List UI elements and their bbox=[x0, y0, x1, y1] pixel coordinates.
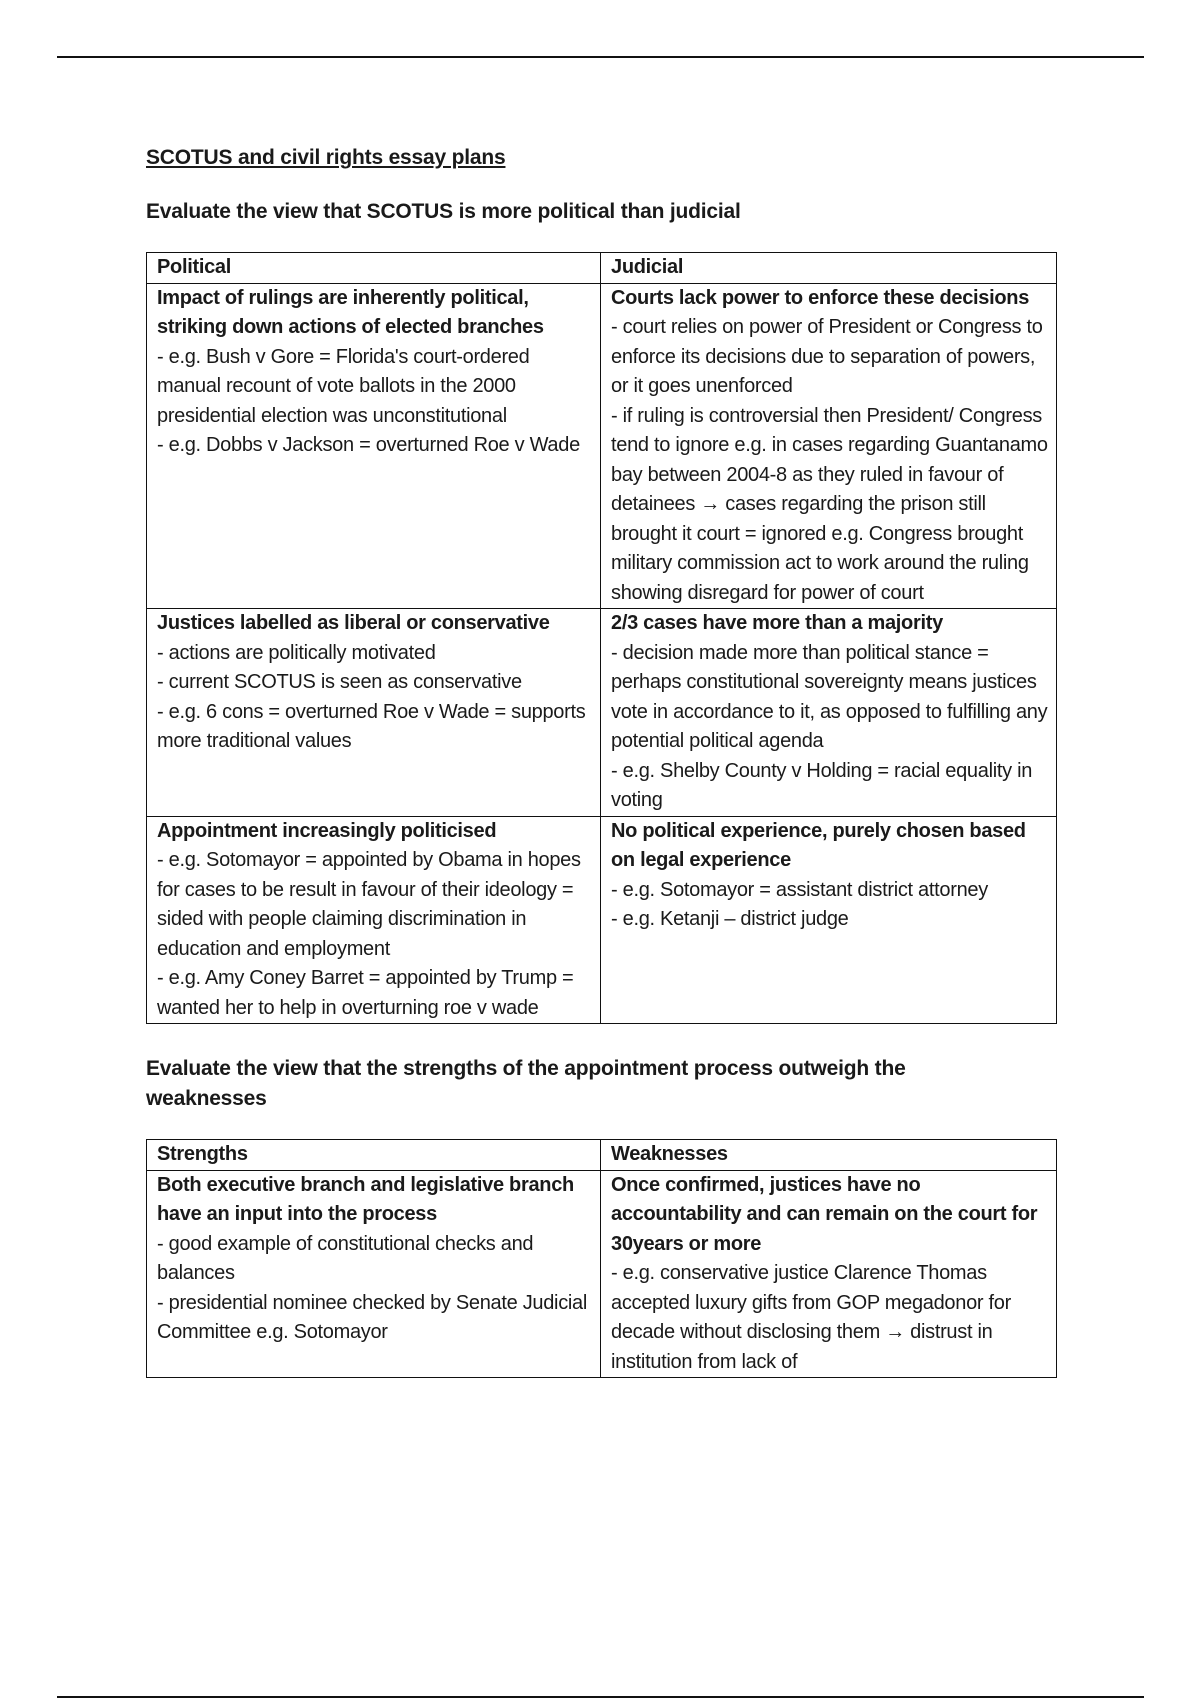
argument-detail: - e.g. Sotomayor = appointed by Obama in hopes for cases to be result in favour of their ideology = sided with people claiming discrimination in education and employment bbox=[157, 849, 581, 960]
table-cell bbox=[147, 816, 601, 1024]
argument-detail: - current SCOTUS is seen as conservative bbox=[157, 671, 522, 693]
argument-point: Once confirmed, justices have no accountability and can remain on the court for 30years or more bbox=[611, 1173, 1038, 1255]
argument-detail: - e.g. conservative justice Clarence Thomas accepted luxury gifts from GOP megadonor for decade without disclosing them → distrust in institution from lack of bbox=[611, 1262, 1011, 1373]
argument-point: Appointment increasingly politicised bbox=[157, 819, 497, 842]
page-bottom-rule bbox=[57, 1696, 1144, 1698]
table-cell bbox=[147, 609, 601, 817]
argument-point: No political experience, purely chosen based on legal experience bbox=[611, 819, 1026, 871]
table-cell bbox=[147, 283, 601, 609]
argument-detail: - e.g. Bush v Gore = Florida's court-ordered manual recount of vote ballots in the 2000 presidential election was unconstitutional bbox=[157, 345, 530, 427]
essay-plan-table-2 bbox=[146, 1139, 1057, 1378]
table-row bbox=[147, 816, 1057, 1024]
table-row bbox=[147, 283, 1057, 609]
column-header-judicial: Judicial bbox=[601, 253, 1057, 284]
argument-detail: - e.g. 6 cons = overturned Roe v Wade = supports more traditional values bbox=[157, 700, 586, 752]
table-header-row bbox=[147, 1140, 1057, 1171]
argument-point: Impact of rulings are inherently political, striking down actions of elected branches bbox=[157, 286, 544, 338]
argument-point: Both executive branch and legislative branch have an input into the process bbox=[157, 1173, 574, 1225]
table-cell bbox=[147, 1170, 601, 1378]
column-header-strengths: Strengths bbox=[147, 1140, 601, 1171]
argument-detail: - if ruling is controversial then President/ Congress tend to ignore e.g. in cases regarding Guantanamo bay between 2004-8 as they ruled in favour of detainees → cases regarding the prison still brought it court = ignored e.g. Congress brought military commission act to work around the ruling showing disregard for power of court bbox=[611, 404, 1048, 604]
column-header-weaknesses: Weaknesses bbox=[601, 1140, 1057, 1171]
table-row bbox=[147, 1170, 1057, 1378]
table-cell bbox=[601, 609, 1057, 817]
essay-question-2: Evaluate the view that the strengths of the appointment process outweigh the weaknesses bbox=[146, 1057, 906, 1110]
column-header-political: Political bbox=[147, 253, 601, 284]
argument-point: Courts lack power to enforce these decisions bbox=[611, 286, 1030, 309]
table-row bbox=[147, 609, 1057, 817]
table-cell bbox=[601, 1170, 1057, 1378]
argument-detail: - e.g. Shelby County v Holding = racial equality in voting bbox=[611, 759, 1033, 811]
table-header-row bbox=[147, 253, 1057, 284]
argument-detail: - good example of constitutional checks and balances bbox=[157, 1232, 534, 1284]
argument-point: Justices labelled as liberal or conservative bbox=[157, 612, 550, 634]
argument-detail: - actions are politically motivated bbox=[157, 641, 436, 664]
argument-detail: - e.g. Sotomayor = assistant district attorney bbox=[611, 878, 988, 901]
argument-detail: - e.g. Amy Coney Barret = appointed by Trump = wanted her to help in overturning roe v wade bbox=[157, 967, 574, 1019]
essay-question-1: Evaluate the view that SCOTUS is more political than judicial bbox=[146, 200, 741, 223]
argument-detail: - e.g. Ketanji – district judge bbox=[611, 908, 849, 930]
argument-point: 2/3 cases have more than a majority bbox=[611, 612, 943, 634]
essay-plan-table-1 bbox=[146, 252, 1057, 1024]
argument-detail: - decision made more than political stance = perhaps constitutional sovereignty means justices vote in accordance to it, as opposed to fulfilling any potential political agenda bbox=[611, 641, 1048, 752]
table-cell bbox=[601, 283, 1057, 609]
argument-detail: - presidential nominee checked by Senate Judicial Committee e.g. Sotomayor bbox=[157, 1291, 588, 1343]
document-body bbox=[146, 146, 1058, 1378]
page-top-rule bbox=[57, 56, 1144, 58]
table-cell bbox=[601, 816, 1057, 1024]
document-title: SCOTUS and civil rights essay plans bbox=[146, 146, 506, 169]
argument-detail: - court relies on power of President or Congress to enforce its decisions due to separation of powers, or it goes unenforced bbox=[611, 316, 1043, 397]
argument-detail: - e.g. Dobbs v Jackson = overturned Roe v Wade bbox=[157, 434, 580, 456]
